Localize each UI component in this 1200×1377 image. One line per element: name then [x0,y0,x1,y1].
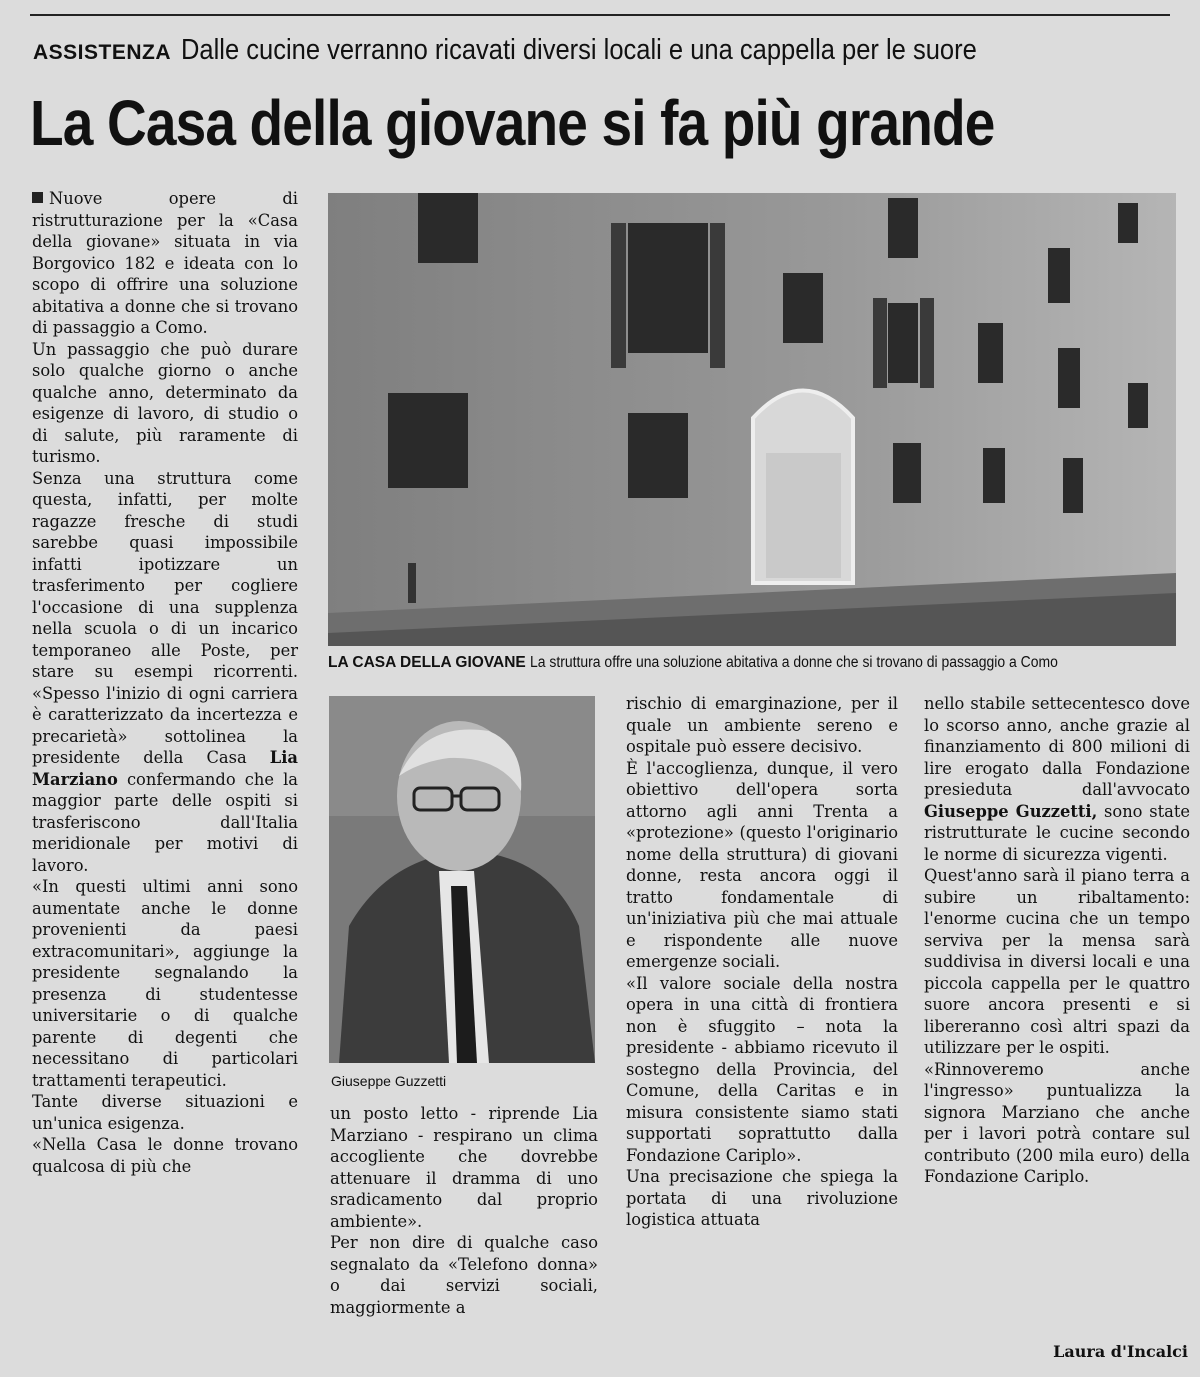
portrait-illustration [329,696,595,1063]
top-rule [30,14,1170,16]
paragraph: Un passaggio che può durare solo qualche giorno o anche qualche anno, determinato da esigenze di lavoro, di studio o di salute, più raramente di turismo. [32,339,298,466]
paragraph: rischio di emarginazione, per il quale un ambiente sereno e ospitale può essere decisivo. [626,694,898,756]
article-column-2 [330,1103,598,1318]
portrait-photo [329,696,595,1063]
paragraph: Per non dire di qualche caso segnalato da «Telefono donna» o dai servizi sociali, maggiormente a [330,1233,598,1317]
caption-text: La struttura offre una soluzione abitativa a donne che si trovano di passaggio a Como [530,654,1058,671]
kicker-subtitle: Dalle cucine verranno ricavati diversi locali e una cappella per le suore [181,34,978,66]
portrait-caption: Giuseppe Guzzetti [331,1073,447,1089]
paragraph: «Il valore sociale della nostra opera in una città di frontiera non è sfuggito – nota la presidente - abbiamo ricevuto il sostegno della Provincia, del Comune, della Caritas e in misura consistente siamo stati supportati soprattutto dalla Fondazione Cariplo». [626,973,898,1165]
paragraph: «In questi ultimi anni sono aumentate anche le donne provenienti da paesi extracomunitari», aggiunge la presidente segnalando la presenza di studentesse universitarie o di qualche parente di degenti che necessitano di particolari trattamenti terapeutici. [32,877,298,1090]
paragraph: È l'accoglienza, dunque, il vero obiettivo dell'opera sorta attorno agli anni Trenta a «protezione» (questo l'originario nome della struttura) di giovani donne, resta ancora oggi il tratto fondamentale di un'iniziativa più che mai attuale e rispondente alle nuove emergenze sociali. [626,758,898,971]
bullet-square-icon [32,192,43,203]
building-photo [328,193,1176,646]
caption-tag: LA CASA DELLA GIOVANE [328,654,526,671]
article-column-4 [924,693,1190,1188]
paragraph: Quest'anno sarà il piano terra a subire un ribaltamento: l'enorme cucina che un tempo serviva per la mensa sarà suddivisa in diversi locali e una piccola cappella per le quattro suore ancora presenti e si libereranno così altri spazi da utilizzare per le ospiti. [924,866,1190,1057]
paragraph: un posto letto - riprende Lia Marziano - respirano un clima accogliente che dovrebbe attenuare il dramma di uno sradicamento dal proprio ambiente». [330,1104,598,1231]
section-tag: ASSISTENZA [33,41,172,64]
person-name-lia-marziano: Lia Marziano [32,748,298,789]
paragraph: Una precisazione che spiega la portata di una rivoluzione logistica attuata [626,1167,898,1229]
headline: La Casa della giovane si fa più grande [30,87,995,159]
paragraph: Nuove opere di ristrutturazione per la «Casa della giovane» situata in via Borgovico 182 e ideata con lo scopo di offrire una soluzione abitativa a donne che si trovano di passaggio a Como. [32,189,298,337]
author-byline: Laura d'Incalci [1053,1342,1188,1361]
paragraph: Senza una struttura come questa, infatti, per molte ragazze fresche di studi sarebbe quasi impossibile infatti ipotizzare un trasferimento per cogliere l'occasione di una supplenza nella scuola o di un incarico temporaneo alle Poste, per stare su esempi ricorrenti. «Spesso l'inizio di ogni carriera è caratterizzato da incertezza e precarietà» sottolinea la presidente della Casa Lia Marziano confermando che la maggior parte delle ospiti si trasferiscono dall'Italia meridionale per motivi di lavoro. [32,468,298,875]
paragraph: nello stabile settecentesco dove lo scorso anno, anche grazie al finanziamento di 800 milioni di lire erogato dalla Fondazione presieduta dall'avvocato Giuseppe Guzzetti, sono state ristrutturate le cucine secondo le norme di sicurezza vigenti. [924,694,1190,864]
article-column-1 [32,188,298,1177]
paragraph: Tante diverse situazioni e un'unica esigenza. [32,1092,298,1133]
paragraph: «Rinnoveremo anche l'ingresso» puntualizza la signora Marziano che anche per i lavori potrà contare sul contributo (200 mila euro) della Fondazione Cariplo. [924,1059,1190,1186]
kicker [33,34,1183,74]
main-photo-caption [328,654,1188,672]
article-column-3 [626,693,898,1231]
person-name-giuseppe-guzzetti: Giuseppe Guzzetti, [924,801,1098,821]
building-illustration [328,193,1176,646]
paragraph: «Nella Casa le donne trovano qualcosa di più che [32,1135,298,1176]
